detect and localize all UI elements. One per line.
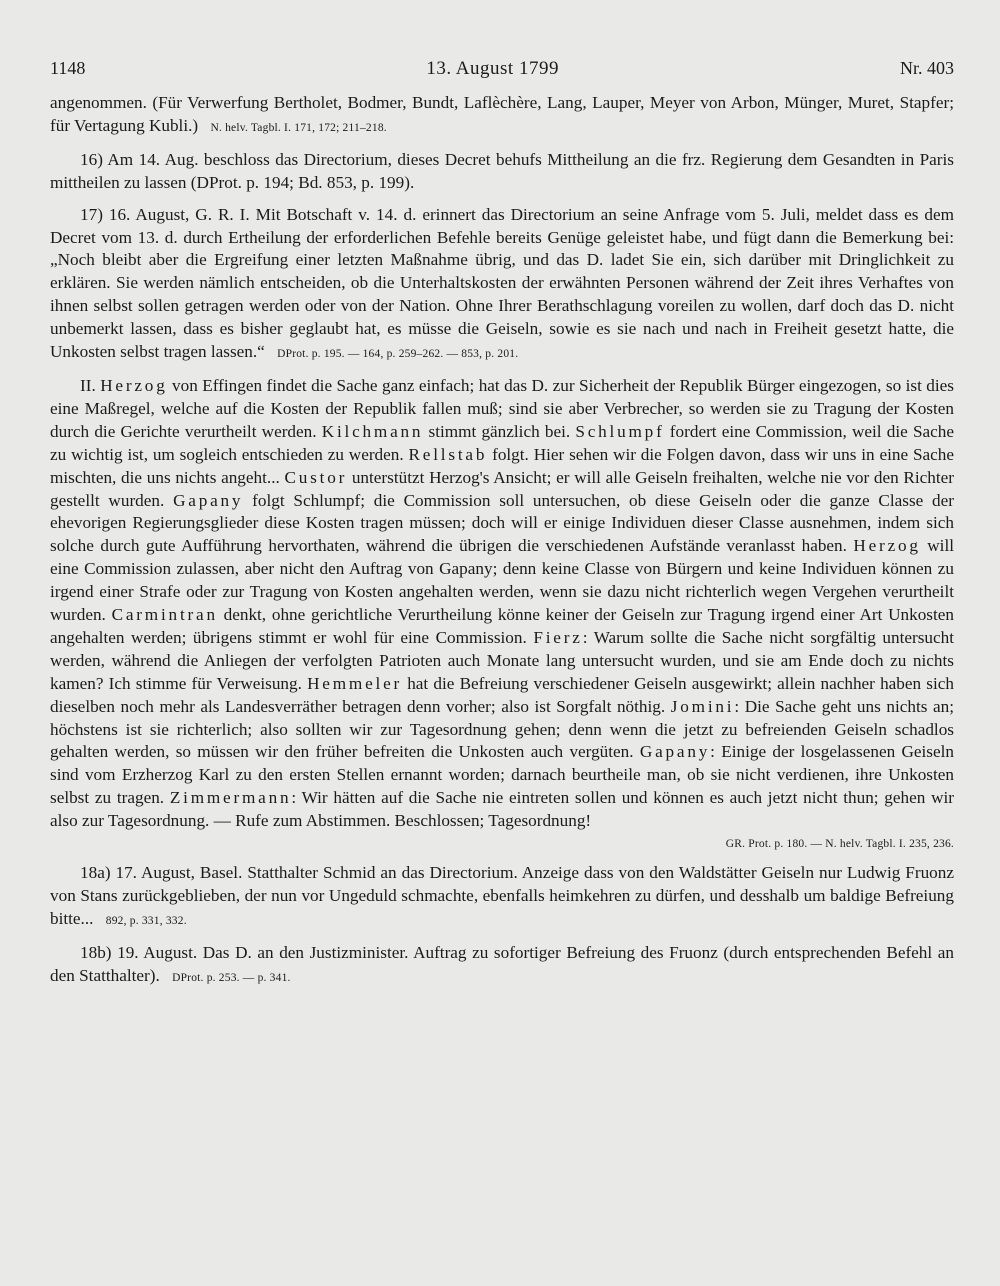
- paragraph-text: von Effingen findet die Sache ganz einfach; hat das D. zur Sicherheit der Republik Bürger eingezogen, so ist dies eine Maßregel, welche auf die Kosten der Republik fallen muß; sind sie aber Verbrecher, so werden sie zu Tragung der Kosten durch die Gerichte verurtheilt werden.: [50, 375, 954, 441]
- speaker-name: Rellstab: [408, 444, 488, 464]
- paragraph-text: stimmt gänzlich bei.: [423, 421, 576, 441]
- paragraph-text: : Wir hätten auf die Sache nie eintreten sollen und können es auch jetzt nicht thun; gehen wir also zur Tagesordnung. — Rufe zum Abstimmen. Beschlossen; Tagesordnung!: [50, 788, 954, 831]
- paragraph-text: fordert eine Commission, weil die Sache zu wichtig ist, um sogleich entschieden zu werden.: [50, 421, 954, 464]
- paragraph-18a: [50, 862, 954, 933]
- paragraph-text: 18b) 19. August. Das D. an den Justizminister. Auftrag zu sofortiger Befreiung des Fruonz (durch entsprechenden Befehl an den Statthalter).: [50, 942, 954, 985]
- paragraph-text: angenommen. (Für Verwerfung Bertholet, Bodmer, Bundt, Laflèchère, Lang, Lauper, Meyer von Arbon, Münger, Muret, Stapfer; für Vertagung Kubli.): [50, 93, 954, 135]
- paragraph-text: : Die Sache geht uns nichts an; höchstens ist sie richterlich; also sollten wir zur Tagesordnung gehen; denn wenn die jetzt zu befreienden Geiseln schadlos gehalten werden, so müssen wir den früher befreiten die Unkosten auch vergüten.: [50, 696, 955, 762]
- paragraph-text: will eine Commission zulassen, aber nicht den Auftrag von Gapany; denn keine Classe von Bürgern und keine Individuen können zu irgend einer Strafe oder zur Tragung von Kosten angehalten werden, wenn sie dazu nicht richterlich wegen Vergehen verurtheilt wurden.: [50, 536, 954, 625]
- speaker-name: Hemmeler: [307, 673, 403, 693]
- paragraph-17: [50, 204, 954, 366]
- paragraph-text: hat die Befreiung verschiedener Geiseln ausgewirkt; allein nachher haben sich dieselben noch mehr als Landesverräther betragen denn vorher; also ist Sorgfalt nöthig.: [50, 673, 954, 716]
- paragraph-text: folgt. Hier sehen wir die Folgen davon, dass wir uns in eine Sache mischten, die uns nichts angeht...: [50, 444, 954, 487]
- speaker-name: Gapany: [639, 742, 711, 762]
- paragraph-16: [50, 149, 954, 195]
- source-citation: DProt. p. 253. — p. 341.: [172, 971, 291, 984]
- source-citation: N. helv. Tagbl. I. 171, 172; 211–218.: [210, 121, 387, 134]
- page-header: [50, 58, 954, 92]
- paragraph-text: 17) 16. August, G. R. I. Mit Botschaft v. 14. d. erinnert das Directorium an seine Anfrage vom 5. Juli, meldet dass es dem Decret vom 13. d. durch Ertheilung der erforderlichen Befehle bereits Genüge geleistet habe, und fügt dann die Bemerkung bei: „Noch bleibt aber die Ergreifung einer letzten Maßnahme übrig, und das D. ladet Sie ein, sich darüber mit Dringlichkeit zu erklären. Sie werden nämlich entscheiden, ob die Unterhaltskosten der erwähnten Personen während der Zeit ihres Verhaftes von ihnen selbst sollen getragen werden oder von der Nation. Ohne Ihrer Berathschlagung voreilen zu wollen, darf doch das D. nicht unbemerkt lassen, dass es bisher geglaubt hat, es müsse die Geiseln, sowie es sie nach und nach in Freiheit gesetzt hatte, die Unkosten selbst tragen lassen.“: [50, 204, 954, 362]
- paragraph-18b: [50, 942, 954, 990]
- paragraph-ii-debate: [50, 375, 954, 833]
- paragraph-text: II.: [80, 375, 101, 395]
- source-citation: 892, p. 331, 332.: [105, 914, 187, 927]
- speaker-name: Carmintran: [111, 605, 218, 625]
- source-citation: GR. Prot. p. 180. — N. helv. Tagbl. I. 235, 236.: [725, 838, 954, 851]
- speaker-name: Kilchmann: [321, 421, 424, 441]
- paragraph-text: unterstützt Herzog's Ansicht; er will alle Geiseln freihalten, welche nie vor den Richter gestellt wurden.: [50, 467, 954, 510]
- paragraph-text: : Einige der losgelassenen Geiseln sind vom Erzherzog Karl zu den ersten Stellen ernannt worden; darnach beurtheile man, ob sie nicht verdienen, ihre Unkosten selbst zu tragen.: [50, 742, 954, 808]
- paragraph-text: 16) Am 14. Aug. beschloss das Directorium, dieses Decret behufs Mittheilung an die frz. Regierung dem Gesandten in Paris mittheilen zu lassen (DProt. p. 194; Bd. 853, p. 199).: [50, 149, 954, 192]
- speaker-name: Herzog: [100, 375, 168, 395]
- paragraph-text: denkt, ohne gerichtliche Verurtheilung könne keiner der Geiseln zur Tragung irgend einer Art Unkosten angehalten werden; übrigens stimmt er wohl für eine Commission.: [50, 605, 954, 647]
- speaker-name: Herzog: [853, 536, 921, 556]
- speaker-name: Zimmermann: [169, 788, 292, 808]
- paragraph-text: folgt Schlumpf; die Commission soll untersuchen, ob diese Geiseln oder die ganze Classe der ehevorigen Regierungsglieder diese Kosten tragen müssen; doch will er einige Individuen dieser Classe ausnehmen, indem sich solche durch gute Aufführung hervorthaten, während die übrigen die verschiedenen Aufstände veranlasst haben.: [50, 490, 955, 556]
- speaker-name: Gapany: [173, 490, 244, 510]
- paragraph-text: 18a) 17. August, Basel. Statthalter Schmid an das Directorium. Anzeige dass von den Waldstätter Geiseln nur Ludwig Fruonz von Stans zurückgeblieben, der nun vor Ungeduld schmachte, ebenfalls heimkehren zu dürfen, und desshalb um baldige Befreiung bitte...: [50, 863, 954, 928]
- source-citation: DProt. p. 195. — 164, p. 259–262. — 853, p. 201.: [277, 348, 519, 361]
- speaker-name: Fierz: [533, 627, 583, 647]
- speaker-name: Custor: [284, 467, 348, 487]
- document-number: Nr. 403: [899, 58, 954, 78]
- header-date: 13. August 1799: [426, 58, 559, 79]
- speaker-name: Jomini: [670, 696, 735, 716]
- paragraph-continuation: [50, 92, 954, 140]
- paragraph-text: : Warum sollte die Sache nicht sorgfältig untersucht werden, während die Anliegen der verfolgten Patrioten auch Monate lang untersucht wurden, und sie am Ende doch zu nichts kamen? Ich stimme für Verweisung.: [50, 627, 955, 693]
- speaker-name: Schlumpf: [575, 421, 665, 441]
- page-number: 1148: [50, 58, 86, 78]
